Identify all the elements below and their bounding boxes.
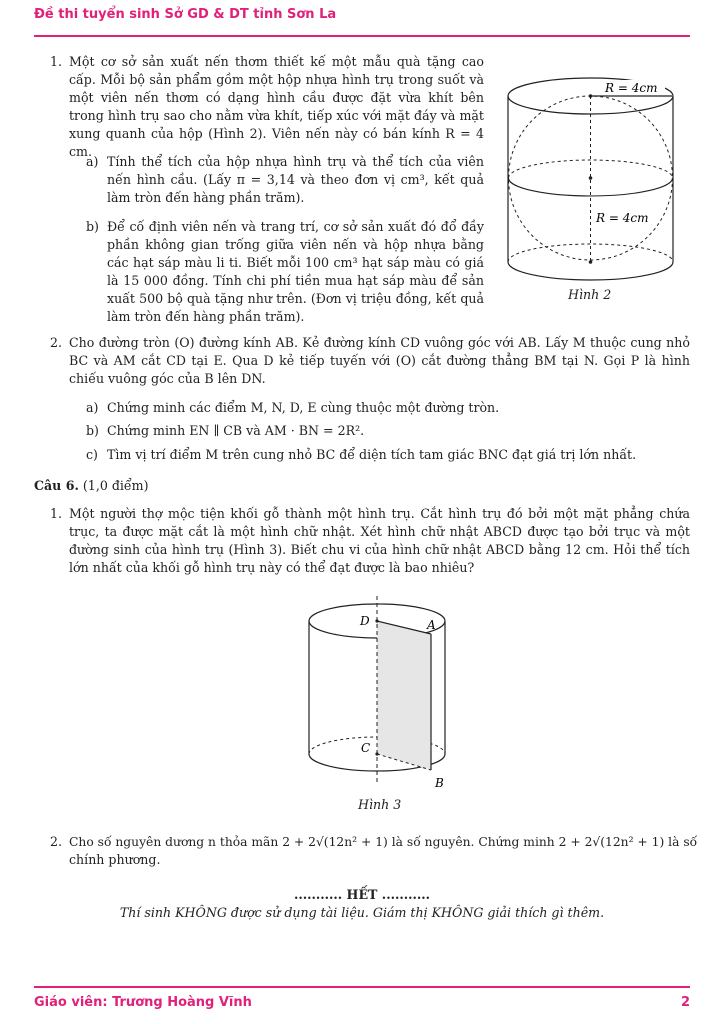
q2-a-text: Chứng minh các điểm M, N, D, E cùng thuộc một đường tròn. xyxy=(107,400,500,415)
figure-2-caption: Hình 2 xyxy=(568,287,612,302)
fig3-label-d: D xyxy=(360,614,370,628)
q2-b-text: Chứng minh EN ∥ CB và AM · BN = 2R². xyxy=(107,423,365,438)
cau6-q2-number: 2. xyxy=(50,834,63,849)
q2-a-label: a) xyxy=(86,400,99,415)
footer-teacher: Giáo viên: Trương Hoàng Vĩnh xyxy=(34,995,252,1010)
end-marker: ........... HẾT ........... xyxy=(293,887,431,902)
cau6-q1-number: 1. xyxy=(50,506,63,521)
cau6-heading xyxy=(34,477,149,495)
fig2-label-top: R = 4cm xyxy=(605,81,658,95)
q1-b-text: Để cố định viên nến và trang trí, cơ sở sản xuất đó đổ đầy phần không gian trống giữa viên nến và hộp nhựa bằng các hạt sáp màu li ti. Biết mỗi 100 cm³ hạt sáp màu có giá là 15 000 đồng. Tính chi phí tiền mua hạt sáp màu để sản xuất 500 bộ quà tặng như trên. (Đơn vị triệu đồng, kết quả làm tròn đến hàng phần trăm). xyxy=(107,219,484,324)
q1-number: 1. xyxy=(50,54,63,69)
q1-text: Một cơ sở sản xuất nến thơm thiết kế một mẫu quà tặng cao cấp. Mỗi bộ sản phẩm gồm một hộp nhựa hình trụ trong suốt và một viên nến thơm có dạng hình cầu được đặt vừa khít bên trong hình trụ sao cho nằm vừa khít, tiếp xúc với mặt đáy và mặt xung quanh của hộp (Hình 2). Viên nến này có bán kính R = 4 cm. xyxy=(69,54,484,159)
header-rule xyxy=(34,35,690,37)
footer-rule xyxy=(34,986,690,988)
q1-a-label: a) xyxy=(86,154,99,169)
end-note: Thí sinh KHÔNG được sử dụng tài liệu. Giám thị KHÔNG giải thích gì thêm. xyxy=(119,905,605,920)
q2-text: Cho đường tròn (O) đường kính AB. Kẻ đường kính CD vuông góc với AB. Lấy M thuộc cung nhỏ BC và AM cắt CD tại E. Qua D kẻ tiếp tuyến với (O) cắt đường thẳng BM tại N. Gọi P là hình chiếu vuông góc của B lên DN. xyxy=(69,335,690,386)
figure-3-cylinder xyxy=(300,588,460,798)
cau6-q1-text: Một người thợ mộc tiện khối gỗ thành một hình trụ. Cắt hình trụ đó bởi một mặt phẳng chứa trục, ta được mặt cắt là một hình chữ nhật. Xét hình chữ nhật ABCD được tạo bởi trục và một đường sinh của hình trụ (Hình 3). Biết chu vi của hình chữ nhật ABCD bằng 12 cm. Hỏi thể tích lớn nhất của khối gỗ hình trụ này có thể đạt được là bao nhiêu? xyxy=(69,506,690,575)
cau6-points: (1,0 điểm) xyxy=(82,478,149,493)
fig2-label-mid: R = 4cm xyxy=(596,211,649,225)
page-footer xyxy=(34,994,690,1012)
q2-number: 2. xyxy=(50,335,63,350)
fig3-label-b: B xyxy=(435,776,444,790)
figure-3-caption: Hình 3 xyxy=(358,797,402,812)
cau6-title: Câu 6. xyxy=(34,478,79,493)
q2-c-text: Tìm vị trí điểm M trên cung nhỏ BC để diện tích tam giác BNC đạt giá trị lớn nhất. xyxy=(107,447,637,462)
fig3-label-a: A xyxy=(427,618,436,632)
fig3-rectangle-abcd xyxy=(377,621,431,770)
cau6-q2-text-line2: chính phương. xyxy=(69,852,161,867)
q2-b-label: b) xyxy=(86,423,99,438)
cau6-q2-text-line1: Cho số nguyên dương n thỏa mãn 2 + 2√(12n² + 1) là số nguyên. Chứng minh 2 + 2√(12n² + 1) là số xyxy=(69,835,698,849)
fig3-label-c: C xyxy=(361,741,371,755)
footer-page-number: 2 xyxy=(680,995,690,1010)
figure-2-sphere-cylinder xyxy=(500,70,690,305)
q1-a-text: Tính thể tích của hộp nhựa hình trụ và thể tích của viên nến hình cầu. (Lấy π = 3,14 và theo đơn vị cm³, kết quả làm tròn đến hàng phần trăm). xyxy=(107,154,484,205)
q2-c-label: c) xyxy=(86,447,98,462)
page-header-title: Đề thi tuyển sinh Sở GD & DT tỉnh Sơn La xyxy=(34,7,337,22)
q1-b-label: b) xyxy=(86,219,99,234)
